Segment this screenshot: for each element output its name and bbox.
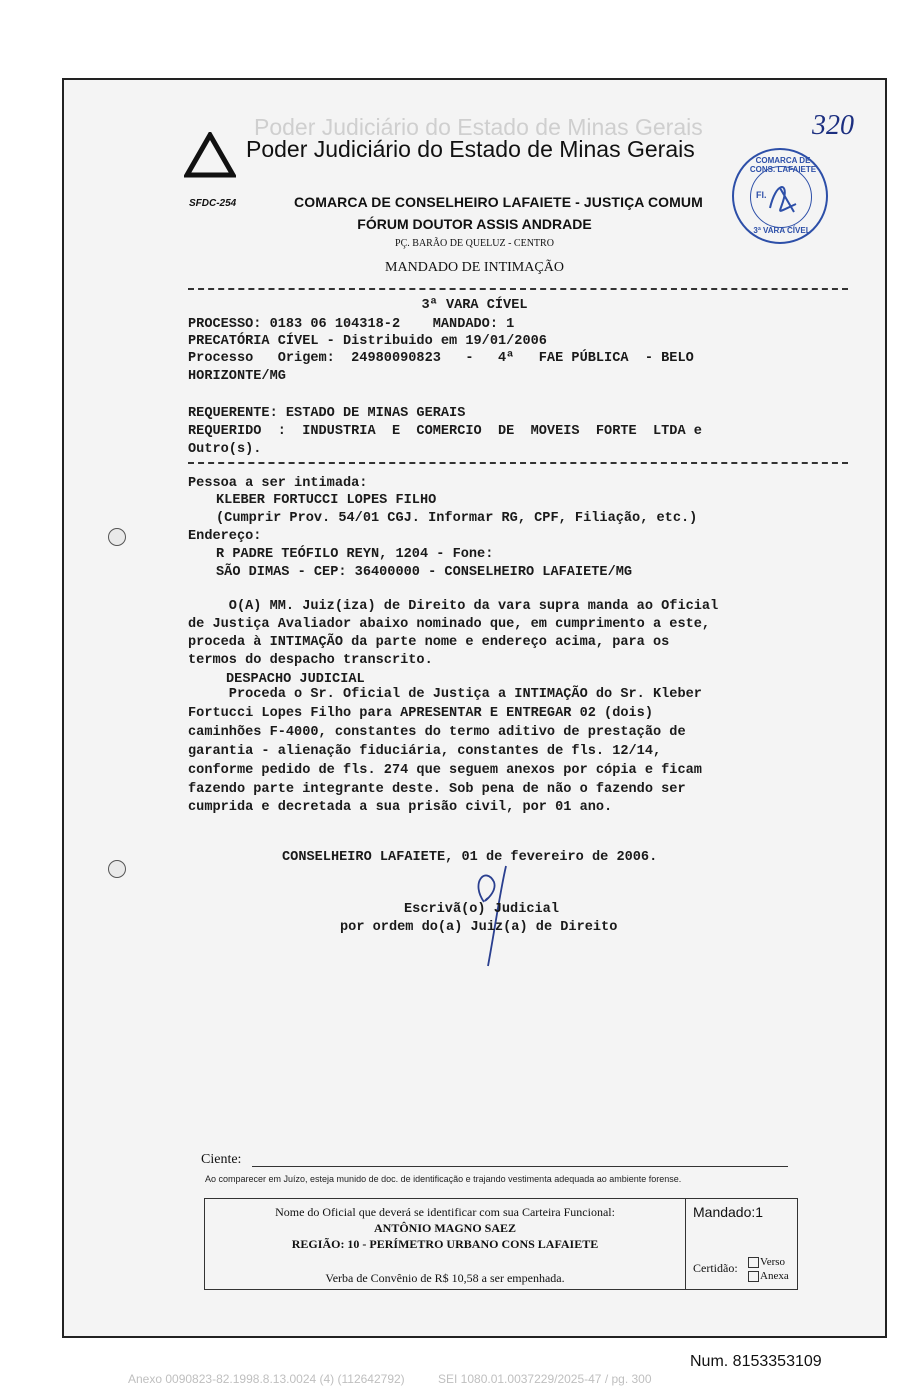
order-line-4: termos do despacho transcrito. [188, 653, 433, 668]
option-verso[interactable] [748, 1255, 789, 1269]
address-street: R PADRE TEÓFILO REYN, 1204 - Fone: [216, 547, 494, 562]
ciente-signature-line [252, 1166, 788, 1167]
stamp-signature-icon [766, 178, 800, 218]
processo-line: PROCESSO: 0183 06 104318-2 MANDADO: 1 [188, 317, 515, 332]
precatoria-line: PRECATÓRIA CÍVEL - Distribuido em 19/01/2006 [188, 334, 547, 349]
origem-line-1: Processo Origem: 24980090823 - 4ª FAE PÚBLICA - BELO [188, 351, 694, 366]
document-type: MANDADO DE INTIMAÇÃO [385, 260, 564, 275]
address-label: Endereço: [188, 529, 262, 544]
forum-address: PÇ. BARÃO DE QUELUZ - CENTRO [395, 238, 554, 249]
punch-hole-bottom [108, 860, 126, 878]
person-name: KLEBER FORTUCCI LOPES FILHO [216, 493, 437, 508]
official-box [204, 1198, 798, 1290]
official-label: Nome do Oficial que deverá se identificar com sua Carteira Funcional: [275, 1205, 615, 1219]
anexa-checkbox[interactable] [748, 1271, 759, 1282]
sei-reference: Anexo 0090823-82.1998.8.13.0024 (4) (112642792) SEI 1080.01.0037229/2025-47 / pg. 300 [128, 1372, 652, 1386]
order-line-2: de Justiça Avaliador abaixo nominado que, em cumprimento a este, [188, 617, 711, 632]
despacho-line-5: conforme pedido de fls. 274 que seguem anexos por cópia e ficam [188, 763, 702, 778]
divider-top [188, 288, 848, 290]
official-box-divider [685, 1199, 686, 1289]
court-notice: Ao comparecer em Juízo, esteja munido de doc. de identificação e trajando vestimenta adequada ao ambiente forense. [205, 1174, 682, 1184]
form-code: SFDC-254 [189, 198, 237, 209]
mandado-field [693, 1204, 763, 1220]
certidao-label: Certidão: [693, 1261, 738, 1275]
order-line-3: proceda à INTIMAÇÃO da parte nome e endereço acima, para os [188, 635, 670, 650]
stamp-fl: Fl. [756, 190, 767, 200]
ciente-label: Ciente: [201, 1152, 242, 1167]
stamp-bottom-text: 3ª VARA CÍVEL [753, 226, 811, 235]
comarca-title: COMARCA DE CONSELHEIRO LAFAIETE - JUSTIÇA COMUM [294, 194, 703, 210]
despacho-line-1: Proceda o Sr. Oficial de Justiça a INTIMAÇÃO do Sr. Kleber [188, 687, 702, 702]
option-anexa[interactable] [748, 1269, 789, 1283]
vara-heading: 3ª VARA CÍVEL [421, 298, 528, 313]
court-logo-icon [184, 132, 236, 178]
despacho-line-3: caminhões F-4000, constantes do termo aditivo de prestação de [188, 725, 686, 740]
despacho-label: DESPACHO JUDICIAL [226, 672, 365, 687]
stamp-top-text: COMARCA DE CONS. LAFAIETE [749, 156, 817, 174]
despacho-line-7: cumprida e decretada a sua prisão civil, por 01 ano. [188, 800, 613, 815]
forum-title: FÓRUM DOUTOR ASSIS ANDRADE [357, 216, 592, 232]
origem-line-2: HORIZONTE/MG [188, 369, 286, 384]
verso-checkbox[interactable] [748, 1257, 759, 1268]
despacho-line-2: Fortucci Lopes Filho para APRESENTAR E ENTREGAR 02 (dois) [188, 706, 653, 721]
document-sheet [62, 78, 887, 1338]
anexa-label: Anexa [760, 1270, 789, 1282]
address-city: SÃO DIMAS - CEP: 36400000 - CONSELHEIRO LAFAIETE/MG [216, 565, 633, 580]
official-region: REGIÃO: 10 - PERÍMETRO URBANO CONS LAFAIETE [291, 1237, 599, 1251]
court-title: Poder Judiciário do Estado de Minas Gerais [246, 136, 695, 162]
mandado-value: 1 [755, 1204, 764, 1220]
mandado-label: Mandado: [693, 1204, 756, 1220]
verba-convenio: Verba de Convênio de R$ 10,58 a ser empenhada. [325, 1271, 565, 1285]
bleed-through-title: Poder Judiciário do Estado de Minas Gerais [254, 114, 703, 140]
despacho-line-6: fazendo parte integrante deste. Sob pena de não o fazendo ser [188, 782, 686, 797]
signature-line-2: por ordem do(a) Juiz(a) de Direito [340, 920, 618, 935]
person-instructions: (Cumprir Prov. 54/01 CGJ. Informar RG, CPF, Filiação, etc.) [216, 511, 698, 526]
requerido-line-2: Outro(s). [188, 442, 262, 457]
divider-middle [188, 462, 848, 464]
handwritten-page-number: 320 [812, 110, 854, 141]
judge-signature-icon [466, 862, 526, 972]
requerente: REQUERENTE: ESTADO DE MINAS GERAIS [188, 406, 466, 421]
certidao-options [748, 1255, 789, 1283]
requerido-line-1: REQUERIDO : INDUSTRIA E COMERCIO DE MOVEIS FORTE LTDA e [188, 424, 702, 439]
signature-line-1: Escrivã(o) Judicial [404, 902, 559, 917]
official-name: ANTÔNIO MAGNO SAEZ [373, 1221, 516, 1235]
punch-hole-top [108, 528, 126, 546]
date-line: CONSELHEIRO LAFAIETE, 01 de fevereiro de 2006. [282, 850, 658, 865]
person-label: Pessoa a ser intimada: [188, 476, 368, 491]
verso-label: Verso [760, 1256, 786, 1268]
despacho-line-4: garantia - alienação fiduciária, constantes de fls. 12/14, [188, 744, 662, 759]
document-num: Num. 8153353109 [690, 1353, 822, 1370]
order-line-1: O(A) MM. Juiz(iza) de Direito da vara supra manda ao Oficial [188, 599, 719, 614]
